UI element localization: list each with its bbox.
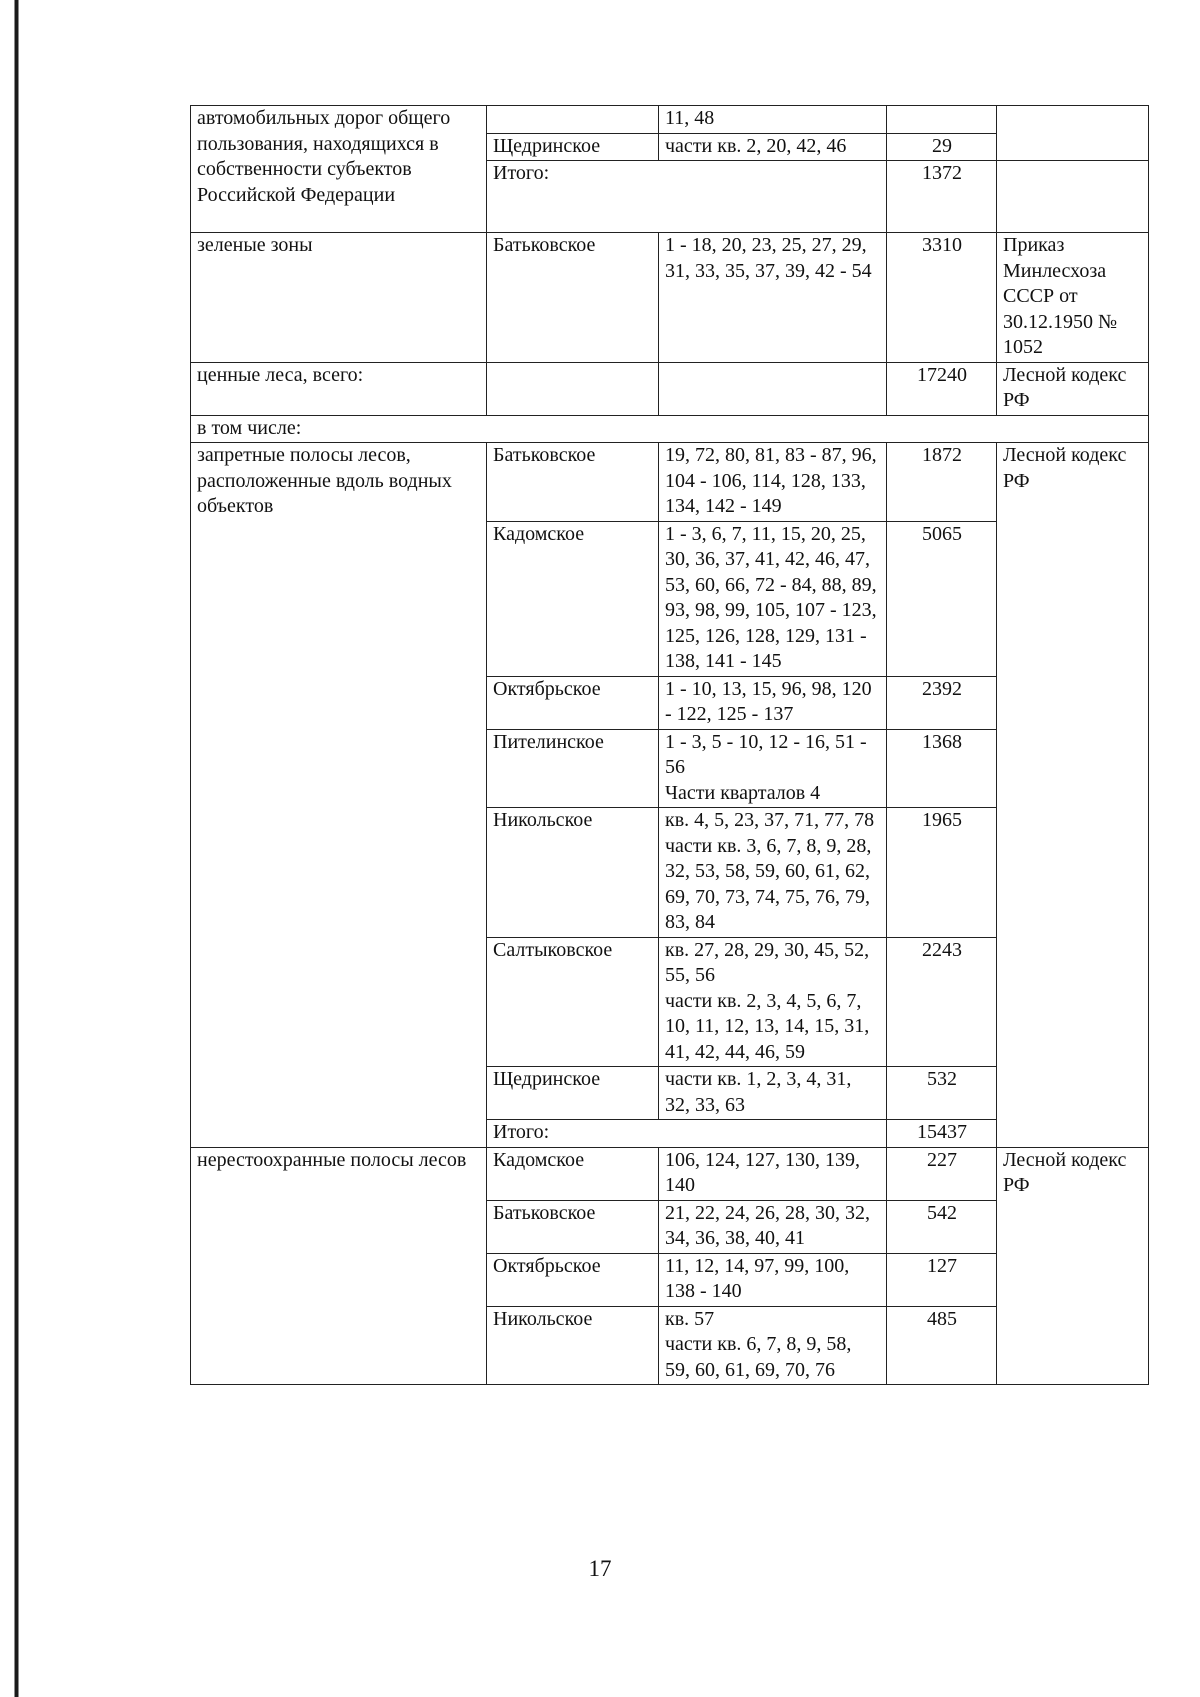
table-row: [191, 443, 1149, 522]
quarters-cell: кв. 27, 28, 29, 30, 45, 52, 55, 56 части кв. 2, 3, 4, 5, 6, 7, 10, 11, 12, 13, 14, 15, 31, 41, 42, 44, 46, 59: [659, 937, 887, 1067]
scan-binding-edge: [0, 0, 26, 1697]
district-cell: Пителинское: [487, 729, 659, 808]
total-label-cell: Итого:: [487, 1120, 887, 1148]
total-area-cell: 15437: [887, 1120, 997, 1148]
quarters-cell: кв. 57 части кв. 6, 7, 8, 9, 58, 59, 60, 61, 69, 70, 76: [659, 1306, 887, 1385]
subheading-cell: в том числе:: [191, 415, 1149, 443]
area-cell: 1965: [887, 808, 997, 938]
basis-cell: [997, 106, 1149, 161]
category-cell: зеленые зоны: [191, 233, 487, 363]
forest-protection-table: [190, 105, 1149, 1385]
quarters-cell: 19, 72, 80, 81, 83 - 87, 96, 104 - 106, 114, 128, 133, 134, 142 - 149: [659, 443, 887, 522]
quarters-cell: 106, 124, 127, 130, 139, 140: [659, 1147, 887, 1200]
table-row: [191, 415, 1149, 443]
area-cell: 29: [887, 133, 997, 161]
page-number: 17: [588, 1556, 612, 1581]
area-cell: 485: [887, 1306, 997, 1385]
table-row: [191, 1147, 1149, 1200]
district-cell: Салтыковское: [487, 937, 659, 1067]
area-cell: 532: [887, 1067, 997, 1120]
quarters-cell: 1 - 18, 20, 23, 25, 27, 29, 31, 33, 35, 37, 39, 42 - 54: [659, 233, 887, 363]
quarters-cell: 11, 12, 14, 97, 99, 100, 138 - 140: [659, 1253, 887, 1306]
basis-cell: Лесной кодекс РФ: [997, 362, 1149, 415]
district-cell: Щедринское: [487, 1067, 659, 1120]
district-cell: Октябрьское: [487, 1253, 659, 1306]
category-cell: автомобильных дорог общего пользования, находящихся в собственности субъектов Российской Федерации: [191, 106, 487, 233]
area-cell: 127: [887, 1253, 997, 1306]
area-cell: 1368: [887, 729, 997, 808]
area-cell: 227: [887, 1147, 997, 1200]
quarters-cell: 21, 22, 24, 26, 28, 30, 32, 34, 36, 38, 40, 41: [659, 1200, 887, 1253]
quarters-cell: 1 - 3, 6, 7, 11, 15, 20, 25, 30, 36, 37, 41, 42, 46, 47, 53, 60, 66, 72 - 84, 88, 89, 93, 98, 99, 105, 107 - 123, 125, 126, 128, 129, 131 - 138, 141 - 145: [659, 521, 887, 676]
area-cell: 2392: [887, 676, 997, 729]
table-row: [191, 106, 1149, 134]
total-label-cell: Итого:: [487, 161, 887, 233]
quarters-cell: [659, 362, 887, 415]
table-row: [191, 233, 1149, 363]
district-cell: Щедринское: [487, 133, 659, 161]
district-cell: [487, 106, 659, 134]
district-cell: Октябрьское: [487, 676, 659, 729]
basis-cell: [997, 161, 1149, 233]
quarters-cell: части кв. 2, 20, 42, 46: [659, 133, 887, 161]
area-cell: 542: [887, 1200, 997, 1253]
category-cell: запретные полосы лесов, расположенные вдоль водных объектов: [191, 443, 487, 1148]
district-cell: Батьковское: [487, 1200, 659, 1253]
quarters-cell: кв. 4, 5, 23, 37, 71, 77, 78 части кв. 3, 6, 7, 8, 9, 28, 32, 53, 58, 59, 60, 61, 62, 69, 70, 73, 74, 75, 76, 79, 83, 84: [659, 808, 887, 938]
quarters-cell: части кв. 1, 2, 3, 4, 31, 32, 33, 63: [659, 1067, 887, 1120]
district-cell: Кадомское: [487, 521, 659, 676]
table-row: [191, 362, 1149, 415]
district-cell: Батьковское: [487, 233, 659, 363]
area-cell: 17240: [887, 362, 997, 415]
category-cell: нерестоохранные полосы лесов: [191, 1147, 487, 1385]
area-cell: 3310: [887, 233, 997, 363]
area-cell: 2243: [887, 937, 997, 1067]
district-cell: Никольское: [487, 808, 659, 938]
category-cell: ценные леса, всего:: [191, 362, 487, 415]
district-cell: Кадомское: [487, 1147, 659, 1200]
district-cell: Никольское: [487, 1306, 659, 1385]
district-cell: [487, 362, 659, 415]
total-area-cell: 1372: [887, 161, 997, 233]
area-cell: [887, 106, 997, 134]
basis-cell: Лесной кодекс РФ: [997, 443, 1149, 1148]
area-cell: 1872: [887, 443, 997, 522]
quarters-cell: 1 - 10, 13, 15, 96, 98, 120 - 122, 125 - 137: [659, 676, 887, 729]
quarters-cell: 11, 48: [659, 106, 887, 134]
district-cell: Батьковское: [487, 443, 659, 522]
area-cell: 5065: [887, 521, 997, 676]
quarters-cell: 1 - 3, 5 - 10, 12 - 16, 51 - 56 Части кварталов 4: [659, 729, 887, 808]
basis-cell: Лесной кодекс РФ: [997, 1147, 1149, 1385]
basis-cell: Приказ Минлесхоза СССР от 30.12.1950 № 1052: [997, 233, 1149, 363]
